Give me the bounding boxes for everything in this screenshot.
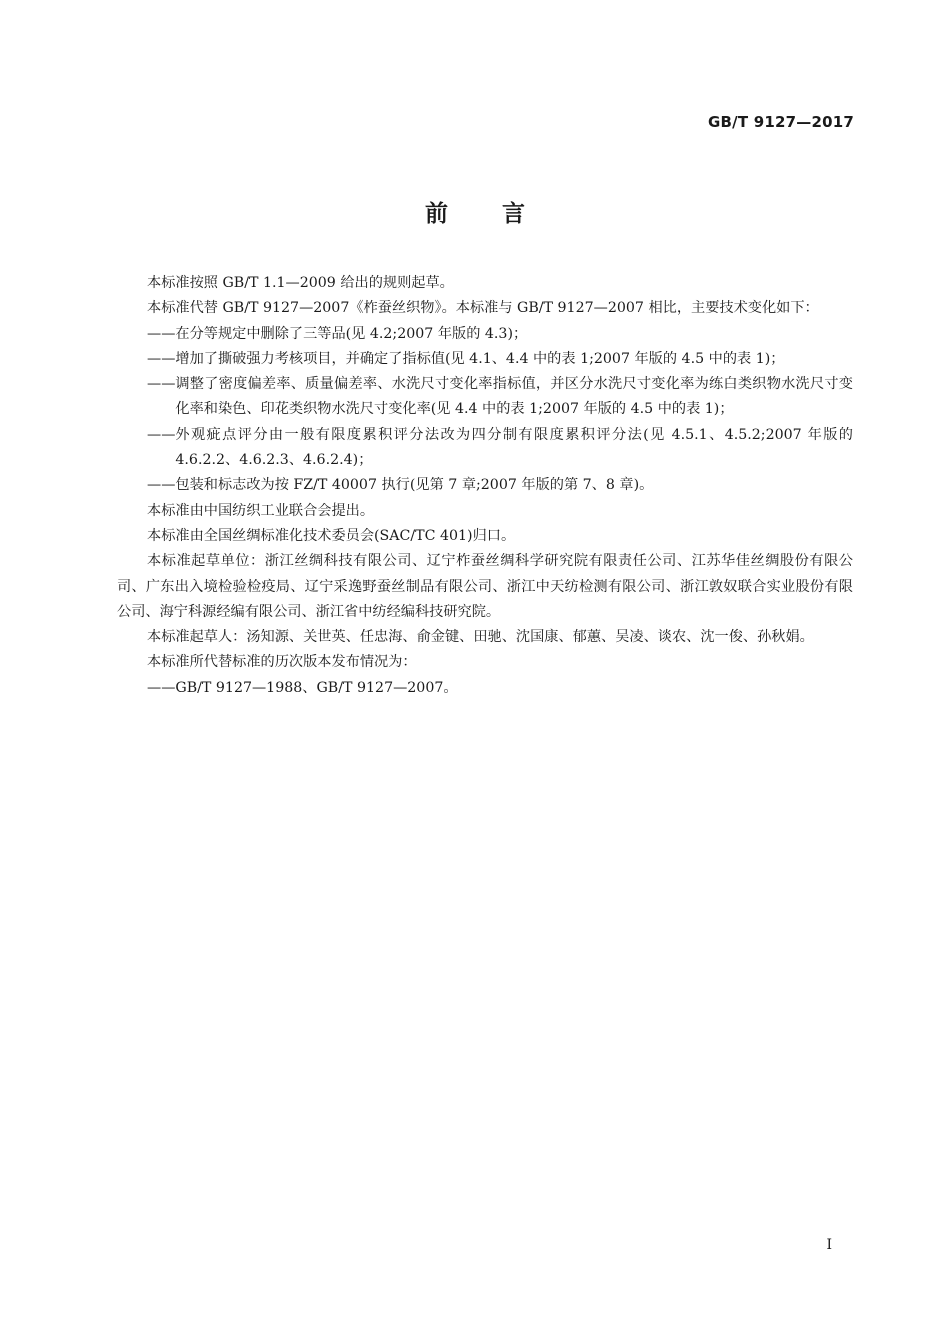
change-item bbox=[117, 322, 853, 347]
change-item-text: 在分等规定中删除了三等品(见 4.2;2007 年版的 4.3)； bbox=[175, 325, 528, 342]
change-item bbox=[117, 347, 853, 372]
foreword-body bbox=[117, 271, 853, 701]
dash-mark: —— bbox=[147, 376, 176, 393]
paragraph-drafters: 本标准起草人：汤知源、关世英、任忠海、俞金键、田驰、沈国康、郁蕙、吴凌、谈农、沈一俊、孙秋娟。 bbox=[147, 629, 814, 646]
dash-mark: —— bbox=[147, 350, 176, 367]
page-title: 前言 bbox=[425, 201, 579, 227]
change-item-text: 外观疵点评分由一般有限度累积评分法改为四分制有限度累积评分法(见 4.5.1、4.5.2;2007 年版的 4.6.2.2、4.6.2.3、4.6.2.4)； bbox=[175, 426, 853, 469]
dash-mark: —— bbox=[147, 477, 176, 494]
dash-mark: —— bbox=[147, 426, 176, 443]
paragraph-proposer: 本标准由中国纺织工业联合会提出。 bbox=[147, 502, 375, 519]
dash-mark: —— bbox=[147, 325, 176, 342]
standard-code: GB/T 9127—2017 bbox=[708, 113, 854, 131]
page-number: I bbox=[826, 1237, 832, 1253]
change-item bbox=[117, 423, 853, 474]
dash-mark: —— bbox=[147, 679, 176, 696]
paragraph-drafting-rules: 本标准按照 GB/T 1.1—2009 给出的规则起草。 bbox=[147, 275, 454, 291]
change-item-text: 调整了密度偏差率、质量偏差率、水洗尺寸变化率指标值，并区分水洗尺寸变化率为练白类织物水洗尺寸变化率和染色、印花类织物水洗尺寸变化率(见 4.4 中的表 1;2007 年版的 4.5 中的表 1)； bbox=[175, 376, 853, 418]
history-item bbox=[117, 676, 853, 701]
history-item-text: GB/T 9127—1988、GB/T 9127—2007。 bbox=[175, 679, 458, 696]
paragraph-history-intro: 本标准所代替标准的历次版本发布情况为： bbox=[147, 654, 417, 671]
change-item-text: 包装和标志改为按 FZ/T 40007 执行(见第 7 章;2007 年版的第 7、8 章)。 bbox=[175, 477, 654, 494]
paragraph-committee: 本标准由全国丝绸标准化技术委员会(SAC/TC 401)归口。 bbox=[147, 527, 516, 544]
change-item-text: 增加了撕破强力考核项目，并确定了指标值(见 4.1、4.4 中的表 1;2007 年版的 4.5 中的表 1)； bbox=[175, 350, 785, 367]
paragraph-drafting-units: 本标准起草单位：浙江丝绸科技有限公司、辽宁柞蚕丝绸科学研究院有限责任公司、江苏华佳丝绸股份有限公司、广东出入境检验检疫局、辽宁采逸野蚕丝制品有限公司、浙江中天纺检测有限公司、浙江敦奴联合实业股份有限公司、海宁科源经编有限公司、浙江省中纺经编科技研究院。 bbox=[117, 553, 853, 620]
paragraph-replacement: 本标准代替 GB/T 9127—2007《柞蚕丝织物》。本标准与 GB/T 9127—2007 相比，主要技术变化如下： bbox=[147, 300, 819, 317]
change-item bbox=[117, 372, 853, 423]
change-item bbox=[117, 473, 853, 498]
